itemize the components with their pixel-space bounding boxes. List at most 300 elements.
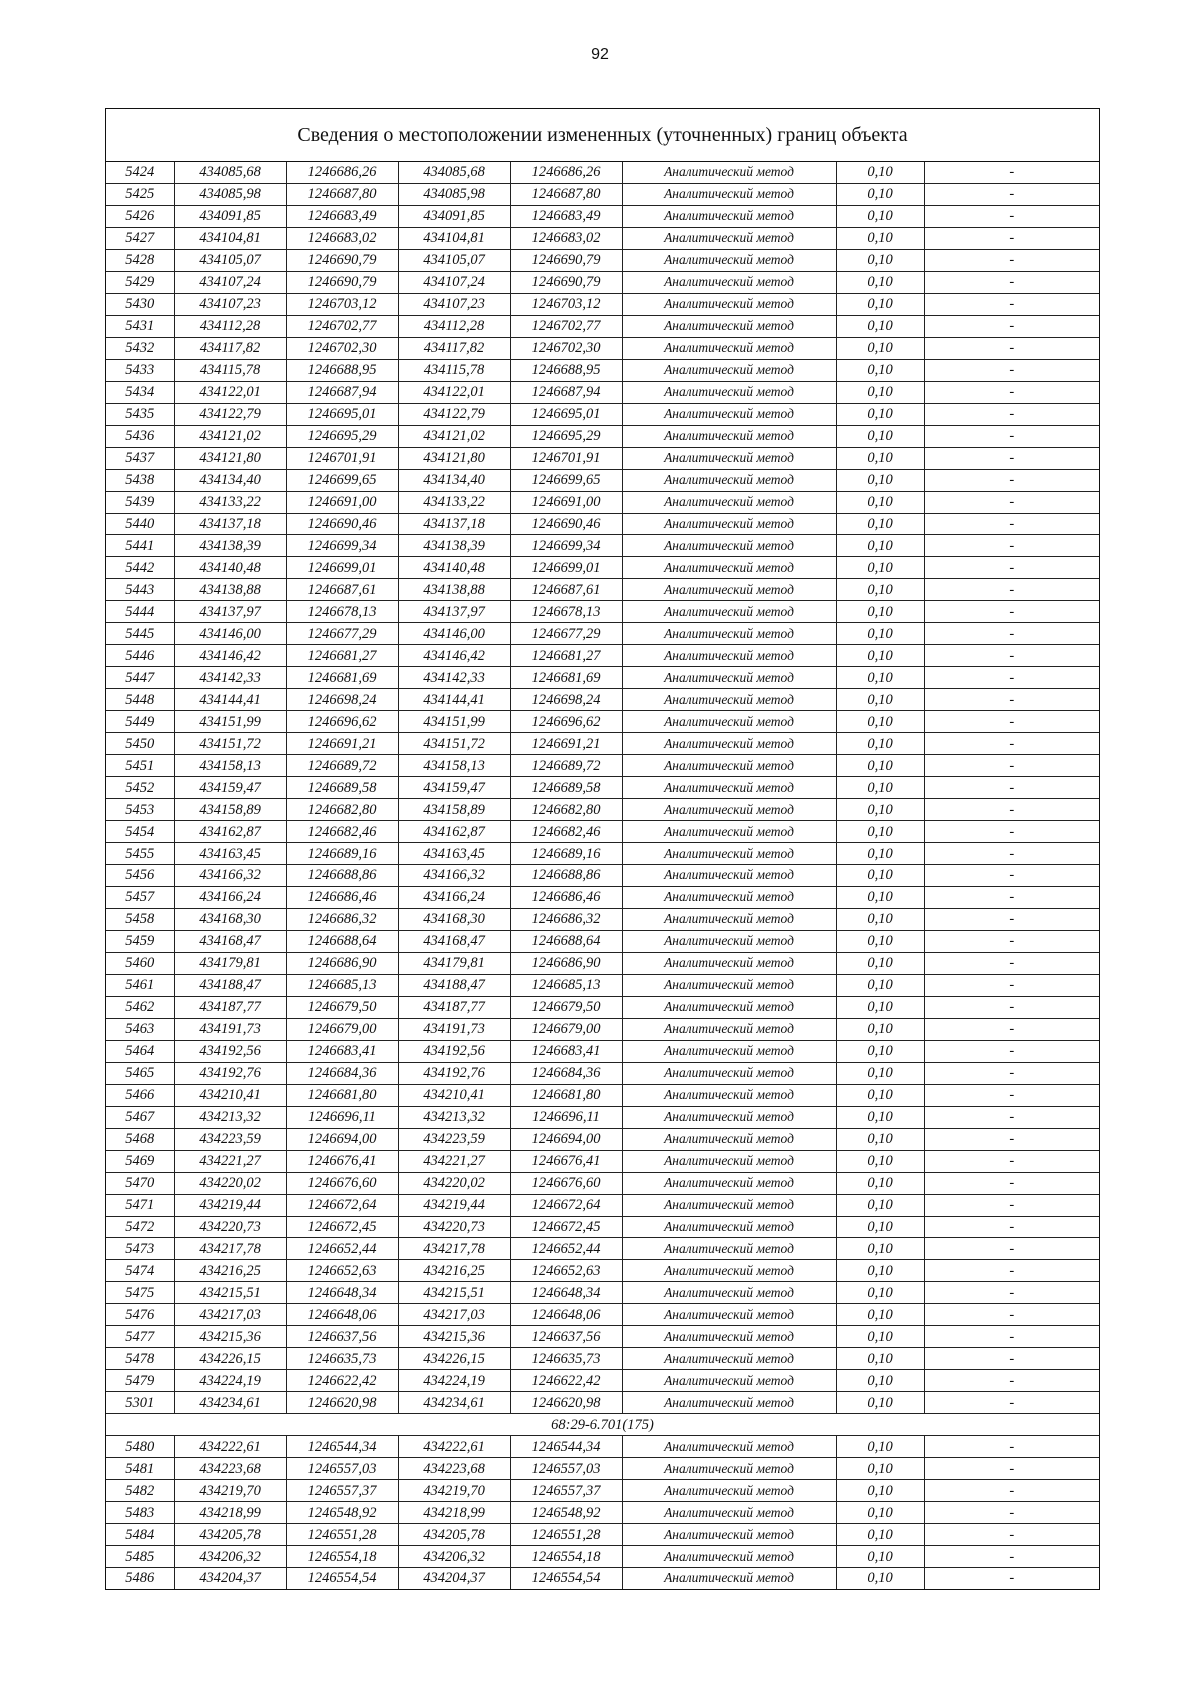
cell-note: - (924, 1084, 1099, 1106)
cell-x-new: 434146,42 (398, 645, 510, 667)
cell-accuracy: 0,10 (836, 315, 924, 337)
table-row (106, 337, 1099, 359)
cell-accuracy: 0,10 (836, 755, 924, 777)
table-row (106, 777, 1099, 799)
cell-accuracy: 0,10 (836, 1150, 924, 1172)
table-row (106, 293, 1099, 315)
cell-x-new: 434220,73 (398, 1216, 510, 1238)
cell-accuracy: 0,10 (836, 293, 924, 315)
cell-x-new: 434166,24 (398, 886, 510, 908)
cell-y-old: 1246686,90 (286, 952, 398, 974)
cell-point-number: 5433 (106, 359, 174, 381)
cell-point-number: 5457 (106, 886, 174, 908)
cell-method: Аналитический метод (622, 1326, 836, 1348)
cell-accuracy: 0,10 (836, 1172, 924, 1194)
cell-method: Аналитический метод (622, 974, 836, 996)
table-row (106, 908, 1099, 930)
cell-x-new: 434215,51 (398, 1282, 510, 1304)
cell-x-old: 434166,32 (174, 865, 286, 887)
cell-x-old: 434163,45 (174, 843, 286, 865)
cell-x-old: 434158,89 (174, 799, 286, 821)
table-title: Сведения о местоположении измененных (уточненных) границ объекта (106, 109, 1099, 162)
table-row (106, 1282, 1099, 1304)
cell-y-new: 1246688,64 (510, 930, 622, 952)
cell-y-old: 1246703,12 (286, 293, 398, 315)
cell-accuracy: 0,10 (836, 952, 924, 974)
cell-accuracy: 0,10 (836, 601, 924, 623)
cell-x-new: 434138,39 (398, 535, 510, 557)
cell-accuracy: 0,10 (836, 667, 924, 689)
cell-accuracy: 0,10 (836, 183, 924, 205)
cell-y-new: 1246703,12 (510, 293, 622, 315)
cell-y-new: 1246557,37 (510, 1480, 622, 1502)
cell-x-new: 434223,68 (398, 1458, 510, 1480)
cell-method: Аналитический метод (622, 183, 836, 205)
cell-y-new: 1246681,69 (510, 667, 622, 689)
cell-y-new: 1246683,41 (510, 1040, 622, 1062)
cell-y-new: 1246687,61 (510, 579, 622, 601)
table-row (106, 469, 1099, 491)
cell-note: - (924, 645, 1099, 667)
cell-point-number: 5429 (106, 271, 174, 293)
table-row (106, 1546, 1099, 1568)
cell-x-new: 434117,82 (398, 337, 510, 359)
cell-y-old: 1246554,54 (286, 1568, 398, 1589)
cell-accuracy: 0,10 (836, 689, 924, 711)
cell-method: Аналитический метод (622, 689, 836, 711)
cell-note: - (924, 249, 1099, 271)
cell-x-new: 434158,89 (398, 799, 510, 821)
cell-note: - (924, 1304, 1099, 1326)
cell-point-number: 5472 (106, 1216, 174, 1238)
cell-note: - (924, 1150, 1099, 1172)
cell-x-old: 434121,80 (174, 447, 286, 469)
cell-x-new: 434215,36 (398, 1326, 510, 1348)
cell-y-old: 1246557,03 (286, 1458, 398, 1480)
cell-note: - (924, 183, 1099, 205)
cell-method: Аналитический метод (622, 755, 836, 777)
cell-x-new: 434134,40 (398, 469, 510, 491)
cell-point-number: 5463 (106, 1018, 174, 1040)
cell-y-old: 1246681,27 (286, 645, 398, 667)
cell-point-number: 5438 (106, 469, 174, 491)
cell-note: - (924, 1128, 1099, 1150)
cell-y-new: 1246554,54 (510, 1568, 622, 1589)
cell-y-old: 1246688,86 (286, 865, 398, 887)
cell-accuracy: 0,10 (836, 908, 924, 930)
cell-y-new: 1246637,56 (510, 1326, 622, 1348)
cell-method: Аналитический метод (622, 777, 836, 799)
cell-y-new: 1246687,94 (510, 381, 622, 403)
cell-method: Аналитический метод (622, 1480, 836, 1502)
cell-x-old: 434105,07 (174, 249, 286, 271)
cell-x-old: 434206,32 (174, 1546, 286, 1568)
table-row (106, 557, 1099, 579)
cell-x-new: 434234,61 (398, 1392, 510, 1414)
cell-method: Аналитический метод (622, 623, 836, 645)
cell-accuracy: 0,10 (836, 821, 924, 843)
cell-y-new: 1246551,28 (510, 1524, 622, 1546)
cell-y-new: 1246689,58 (510, 777, 622, 799)
cell-y-new: 1246696,11 (510, 1106, 622, 1128)
table-row (106, 1370, 1099, 1392)
cell-note: - (924, 205, 1099, 227)
cell-accuracy: 0,10 (836, 337, 924, 359)
cell-point-number: 5430 (106, 293, 174, 315)
cell-method: Аналитический метод (622, 293, 836, 315)
cell-note: - (924, 1238, 1099, 1260)
cell-note: - (924, 227, 1099, 249)
cell-point-number: 5426 (106, 205, 174, 227)
cell-accuracy: 0,10 (836, 359, 924, 381)
cell-method: Аналитический метод (622, 1084, 836, 1106)
cell-note: - (924, 886, 1099, 908)
cell-point-number: 5473 (106, 1238, 174, 1260)
cell-note: - (924, 162, 1099, 183)
cell-point-number: 5450 (106, 733, 174, 755)
cell-x-old: 434138,39 (174, 535, 286, 557)
cell-method: Аналитический метод (622, 162, 836, 183)
cell-point-number: 5486 (106, 1568, 174, 1589)
cell-y-old: 1246686,26 (286, 162, 398, 183)
cell-y-old: 1246544,34 (286, 1436, 398, 1458)
cell-method: Аналитический метод (622, 513, 836, 535)
cell-method: Аналитический метод (622, 1458, 836, 1480)
table-row (106, 1084, 1099, 1106)
cell-method: Аналитический метод (622, 1436, 836, 1458)
cell-x-new: 434213,32 (398, 1106, 510, 1128)
cell-x-new: 434223,59 (398, 1128, 510, 1150)
cell-note: - (924, 1392, 1099, 1414)
cell-accuracy: 0,10 (836, 996, 924, 1018)
cell-method: Аналитический метод (622, 865, 836, 887)
cell-point-number: 5435 (106, 403, 174, 425)
cell-y-new: 1246691,00 (510, 491, 622, 513)
cell-method: Аналитический метод (622, 1282, 836, 1304)
cell-accuracy: 0,10 (836, 711, 924, 733)
cell-method: Аналитический метод (622, 952, 836, 974)
table-row (106, 1480, 1099, 1502)
cell-y-new: 1246681,80 (510, 1084, 622, 1106)
cell-y-new: 1246622,42 (510, 1370, 622, 1392)
cell-method: Аналитический метод (622, 821, 836, 843)
table-row (106, 733, 1099, 755)
cell-method: Аналитический метод (622, 930, 836, 952)
cell-x-old: 434137,18 (174, 513, 286, 535)
cell-point-number: 5452 (106, 777, 174, 799)
cell-y-old: 1246548,92 (286, 1502, 398, 1524)
cell-accuracy: 0,10 (836, 1260, 924, 1282)
cell-x-old: 434122,79 (174, 403, 286, 425)
cell-x-new: 434107,24 (398, 271, 510, 293)
cell-y-new: 1246695,01 (510, 403, 622, 425)
cell-accuracy: 0,10 (836, 974, 924, 996)
cell-y-old: 1246685,13 (286, 974, 398, 996)
table-row (106, 1062, 1099, 1084)
cell-accuracy: 0,10 (836, 271, 924, 293)
cell-note: - (924, 557, 1099, 579)
cell-note: - (924, 1216, 1099, 1238)
cell-y-old: 1246676,41 (286, 1150, 398, 1172)
cell-point-number: 5427 (106, 227, 174, 249)
cell-method: Аналитический метод (622, 337, 836, 359)
cell-y-new: 1246635,73 (510, 1348, 622, 1370)
cell-y-new: 1246620,98 (510, 1392, 622, 1414)
cell-accuracy: 0,10 (836, 535, 924, 557)
cell-point-number: 5444 (106, 601, 174, 623)
cell-method: Аналитический метод (622, 491, 836, 513)
cell-y-old: 1246687,94 (286, 381, 398, 403)
cell-x-old: 434146,42 (174, 645, 286, 667)
cell-point-number: 5445 (106, 623, 174, 645)
table-row (106, 667, 1099, 689)
table-row (106, 799, 1099, 821)
cell-x-new: 434219,70 (398, 1480, 510, 1502)
cell-x-old: 434085,98 (174, 183, 286, 205)
cell-point-number: 5484 (106, 1524, 174, 1546)
cell-x-old: 434210,41 (174, 1084, 286, 1106)
cell-method: Аналитический метод (622, 1392, 836, 1414)
cell-point-number: 5482 (106, 1480, 174, 1502)
cell-accuracy: 0,10 (836, 1370, 924, 1392)
cell-accuracy: 0,10 (836, 930, 924, 952)
cell-note: - (924, 865, 1099, 887)
cell-y-new: 1246699,65 (510, 469, 622, 491)
cell-x-new: 434218,99 (398, 1502, 510, 1524)
cell-note: - (924, 733, 1099, 755)
cell-point-number: 5460 (106, 952, 174, 974)
cell-x-old: 434166,24 (174, 886, 286, 908)
cell-x-new: 434151,99 (398, 711, 510, 733)
cell-y-old: 1246672,64 (286, 1194, 398, 1216)
cell-accuracy: 0,10 (836, 1084, 924, 1106)
cell-y-old: 1246686,46 (286, 886, 398, 908)
cell-point-number: 5474 (106, 1260, 174, 1282)
cell-y-old: 1246702,77 (286, 315, 398, 337)
cell-y-new: 1246688,95 (510, 359, 622, 381)
cell-x-old: 434222,61 (174, 1436, 286, 1458)
cell-method: Аналитический метод (622, 205, 836, 227)
cell-note: - (924, 579, 1099, 601)
table-row (106, 1238, 1099, 1260)
table-row (106, 755, 1099, 777)
cell-point-number: 5470 (106, 1172, 174, 1194)
cell-y-old: 1246683,41 (286, 1040, 398, 1062)
cell-y-old: 1246701,91 (286, 447, 398, 469)
cell-method: Аналитический метод (622, 1524, 836, 1546)
cell-method: Аналитический метод (622, 1502, 836, 1524)
cell-point-number: 5461 (106, 974, 174, 996)
cell-method: Аналитический метод (622, 1216, 836, 1238)
cell-x-new: 434166,32 (398, 865, 510, 887)
cell-y-old: 1246695,01 (286, 403, 398, 425)
cell-y-new: 1246691,21 (510, 733, 622, 755)
cell-x-old: 434091,85 (174, 205, 286, 227)
cell-y-new: 1246690,79 (510, 271, 622, 293)
cell-point-number: 5447 (106, 667, 174, 689)
cell-y-new: 1246679,00 (510, 1018, 622, 1040)
cell-x-old: 434220,02 (174, 1172, 286, 1194)
cell-y-new: 1246648,34 (510, 1282, 622, 1304)
cell-y-old: 1246690,79 (286, 249, 398, 271)
cell-y-old: 1246679,50 (286, 996, 398, 1018)
cell-x-old: 434151,99 (174, 711, 286, 733)
cell-accuracy: 0,10 (836, 886, 924, 908)
cell-x-new: 434122,01 (398, 381, 510, 403)
cell-y-new: 1246698,24 (510, 689, 622, 711)
cell-note: - (924, 535, 1099, 557)
cell-note: - (924, 513, 1099, 535)
cell-y-old: 1246687,80 (286, 183, 398, 205)
cell-accuracy: 0,10 (836, 1480, 924, 1502)
cell-accuracy: 0,10 (836, 425, 924, 447)
cell-accuracy: 0,10 (836, 1568, 924, 1589)
cell-method: Аналитический метод (622, 1238, 836, 1260)
cell-point-number: 5428 (106, 249, 174, 271)
cell-x-old: 434115,78 (174, 359, 286, 381)
cell-note: - (924, 1546, 1099, 1568)
cell-y-new: 1246699,01 (510, 557, 622, 579)
cell-y-old: 1246683,49 (286, 205, 398, 227)
table-row (106, 579, 1099, 601)
cell-y-new: 1246686,26 (510, 162, 622, 183)
cell-y-new: 1246686,32 (510, 908, 622, 930)
cell-method: Аналитический метод (622, 1062, 836, 1084)
cell-method: Аналитический метод (622, 227, 836, 249)
cell-x-old: 434223,59 (174, 1128, 286, 1150)
cell-accuracy: 0,10 (836, 513, 924, 535)
cell-y-old: 1246678,13 (286, 601, 398, 623)
cell-method: Аналитический метод (622, 469, 836, 491)
cell-x-new: 434140,48 (398, 557, 510, 579)
cell-y-new: 1246685,13 (510, 974, 622, 996)
cell-x-old: 434188,47 (174, 974, 286, 996)
cell-x-new: 434151,72 (398, 733, 510, 755)
cell-x-new: 434121,02 (398, 425, 510, 447)
cell-y-old: 1246554,18 (286, 1546, 398, 1568)
cell-accuracy: 0,10 (836, 1106, 924, 1128)
cell-method: Аналитический метод (622, 1150, 836, 1172)
cell-method: Аналитический метод (622, 1018, 836, 1040)
cell-x-old: 434218,99 (174, 1502, 286, 1524)
cell-note: - (924, 1524, 1099, 1546)
cell-point-number: 5477 (106, 1326, 174, 1348)
cell-method: Аналитический метод (622, 843, 836, 865)
cell-accuracy: 0,10 (836, 865, 924, 887)
cell-note: - (924, 1062, 1099, 1084)
table-row (106, 1326, 1099, 1348)
cell-point-number: 5467 (106, 1106, 174, 1128)
cell-method: Аналитический метод (622, 403, 836, 425)
cell-y-old: 1246698,24 (286, 689, 398, 711)
cell-x-new: 434188,47 (398, 974, 510, 996)
cell-y-old: 1246557,37 (286, 1480, 398, 1502)
cell-y-old: 1246690,79 (286, 271, 398, 293)
cell-x-new: 434179,81 (398, 952, 510, 974)
cell-note: - (924, 667, 1099, 689)
table-row (106, 1106, 1099, 1128)
cell-y-old: 1246682,46 (286, 821, 398, 843)
cell-x-old: 434191,73 (174, 1018, 286, 1040)
cell-note: - (924, 1370, 1099, 1392)
cell-x-new: 434187,77 (398, 996, 510, 1018)
cell-x-new: 434219,44 (398, 1194, 510, 1216)
cell-y-new: 1246677,29 (510, 623, 622, 645)
cell-point-number: 5451 (106, 755, 174, 777)
table-body (106, 162, 1099, 1589)
cell-y-old: 1246652,63 (286, 1260, 398, 1282)
cell-x-old: 434146,00 (174, 623, 286, 645)
cell-x-new: 434085,68 (398, 162, 510, 183)
cell-x-new: 434107,23 (398, 293, 510, 315)
cell-accuracy: 0,10 (836, 469, 924, 491)
cell-accuracy: 0,10 (836, 1436, 924, 1458)
table-row (106, 1018, 1099, 1040)
table-row (106, 843, 1099, 865)
cell-point-number: 5448 (106, 689, 174, 711)
cell-method: Аналитический метод (622, 535, 836, 557)
cell-y-new: 1246702,77 (510, 315, 622, 337)
table-row (106, 1150, 1099, 1172)
cell-x-new: 434105,07 (398, 249, 510, 271)
cell-x-old: 434223,68 (174, 1458, 286, 1480)
cell-accuracy: 0,10 (836, 1502, 924, 1524)
table-row (106, 162, 1099, 183)
cell-method: Аналитический метод (622, 1260, 836, 1282)
cell-x-new: 434121,80 (398, 447, 510, 469)
cell-accuracy: 0,10 (836, 1304, 924, 1326)
cell-y-new: 1246689,72 (510, 755, 622, 777)
cell-x-old: 434192,76 (174, 1062, 286, 1084)
cell-x-new: 434220,02 (398, 1172, 510, 1194)
cell-x-old: 434107,23 (174, 293, 286, 315)
cell-note: - (924, 491, 1099, 513)
table-row (106, 1304, 1099, 1326)
cell-x-old: 434107,24 (174, 271, 286, 293)
cell-x-old: 434122,01 (174, 381, 286, 403)
cell-method: Аналитический метод (622, 1194, 836, 1216)
cell-x-old: 434168,47 (174, 930, 286, 952)
cell-x-old: 434224,19 (174, 1370, 286, 1392)
cell-x-old: 434142,33 (174, 667, 286, 689)
cell-point-number: 5455 (106, 843, 174, 865)
cell-accuracy: 0,10 (836, 447, 924, 469)
cell-method: Аналитический метод (622, 733, 836, 755)
cell-y-old: 1246676,60 (286, 1172, 398, 1194)
cell-point-number: 5479 (106, 1370, 174, 1392)
cell-method: Аналитический метод (622, 557, 836, 579)
table-row (106, 1040, 1099, 1062)
cell-note: - (924, 315, 1099, 337)
cell-note: - (924, 469, 1099, 491)
cell-x-new: 434115,78 (398, 359, 510, 381)
cell-y-new: 1246672,45 (510, 1216, 622, 1238)
table-row (106, 1458, 1099, 1480)
table-row (106, 513, 1099, 535)
cell-point-number: 5436 (106, 425, 174, 447)
cell-x-old: 434112,28 (174, 315, 286, 337)
cell-y-old: 1246699,65 (286, 469, 398, 491)
cell-method: Аналитический метод (622, 711, 836, 733)
cell-x-new: 434168,47 (398, 930, 510, 952)
cell-accuracy: 0,10 (836, 162, 924, 183)
cell-y-new: 1246681,27 (510, 645, 622, 667)
cell-x-old: 434217,03 (174, 1304, 286, 1326)
cell-y-old: 1246635,73 (286, 1348, 398, 1370)
cell-x-old: 434187,77 (174, 996, 286, 1018)
cell-y-new: 1246686,90 (510, 952, 622, 974)
cell-x-old: 434158,13 (174, 755, 286, 777)
